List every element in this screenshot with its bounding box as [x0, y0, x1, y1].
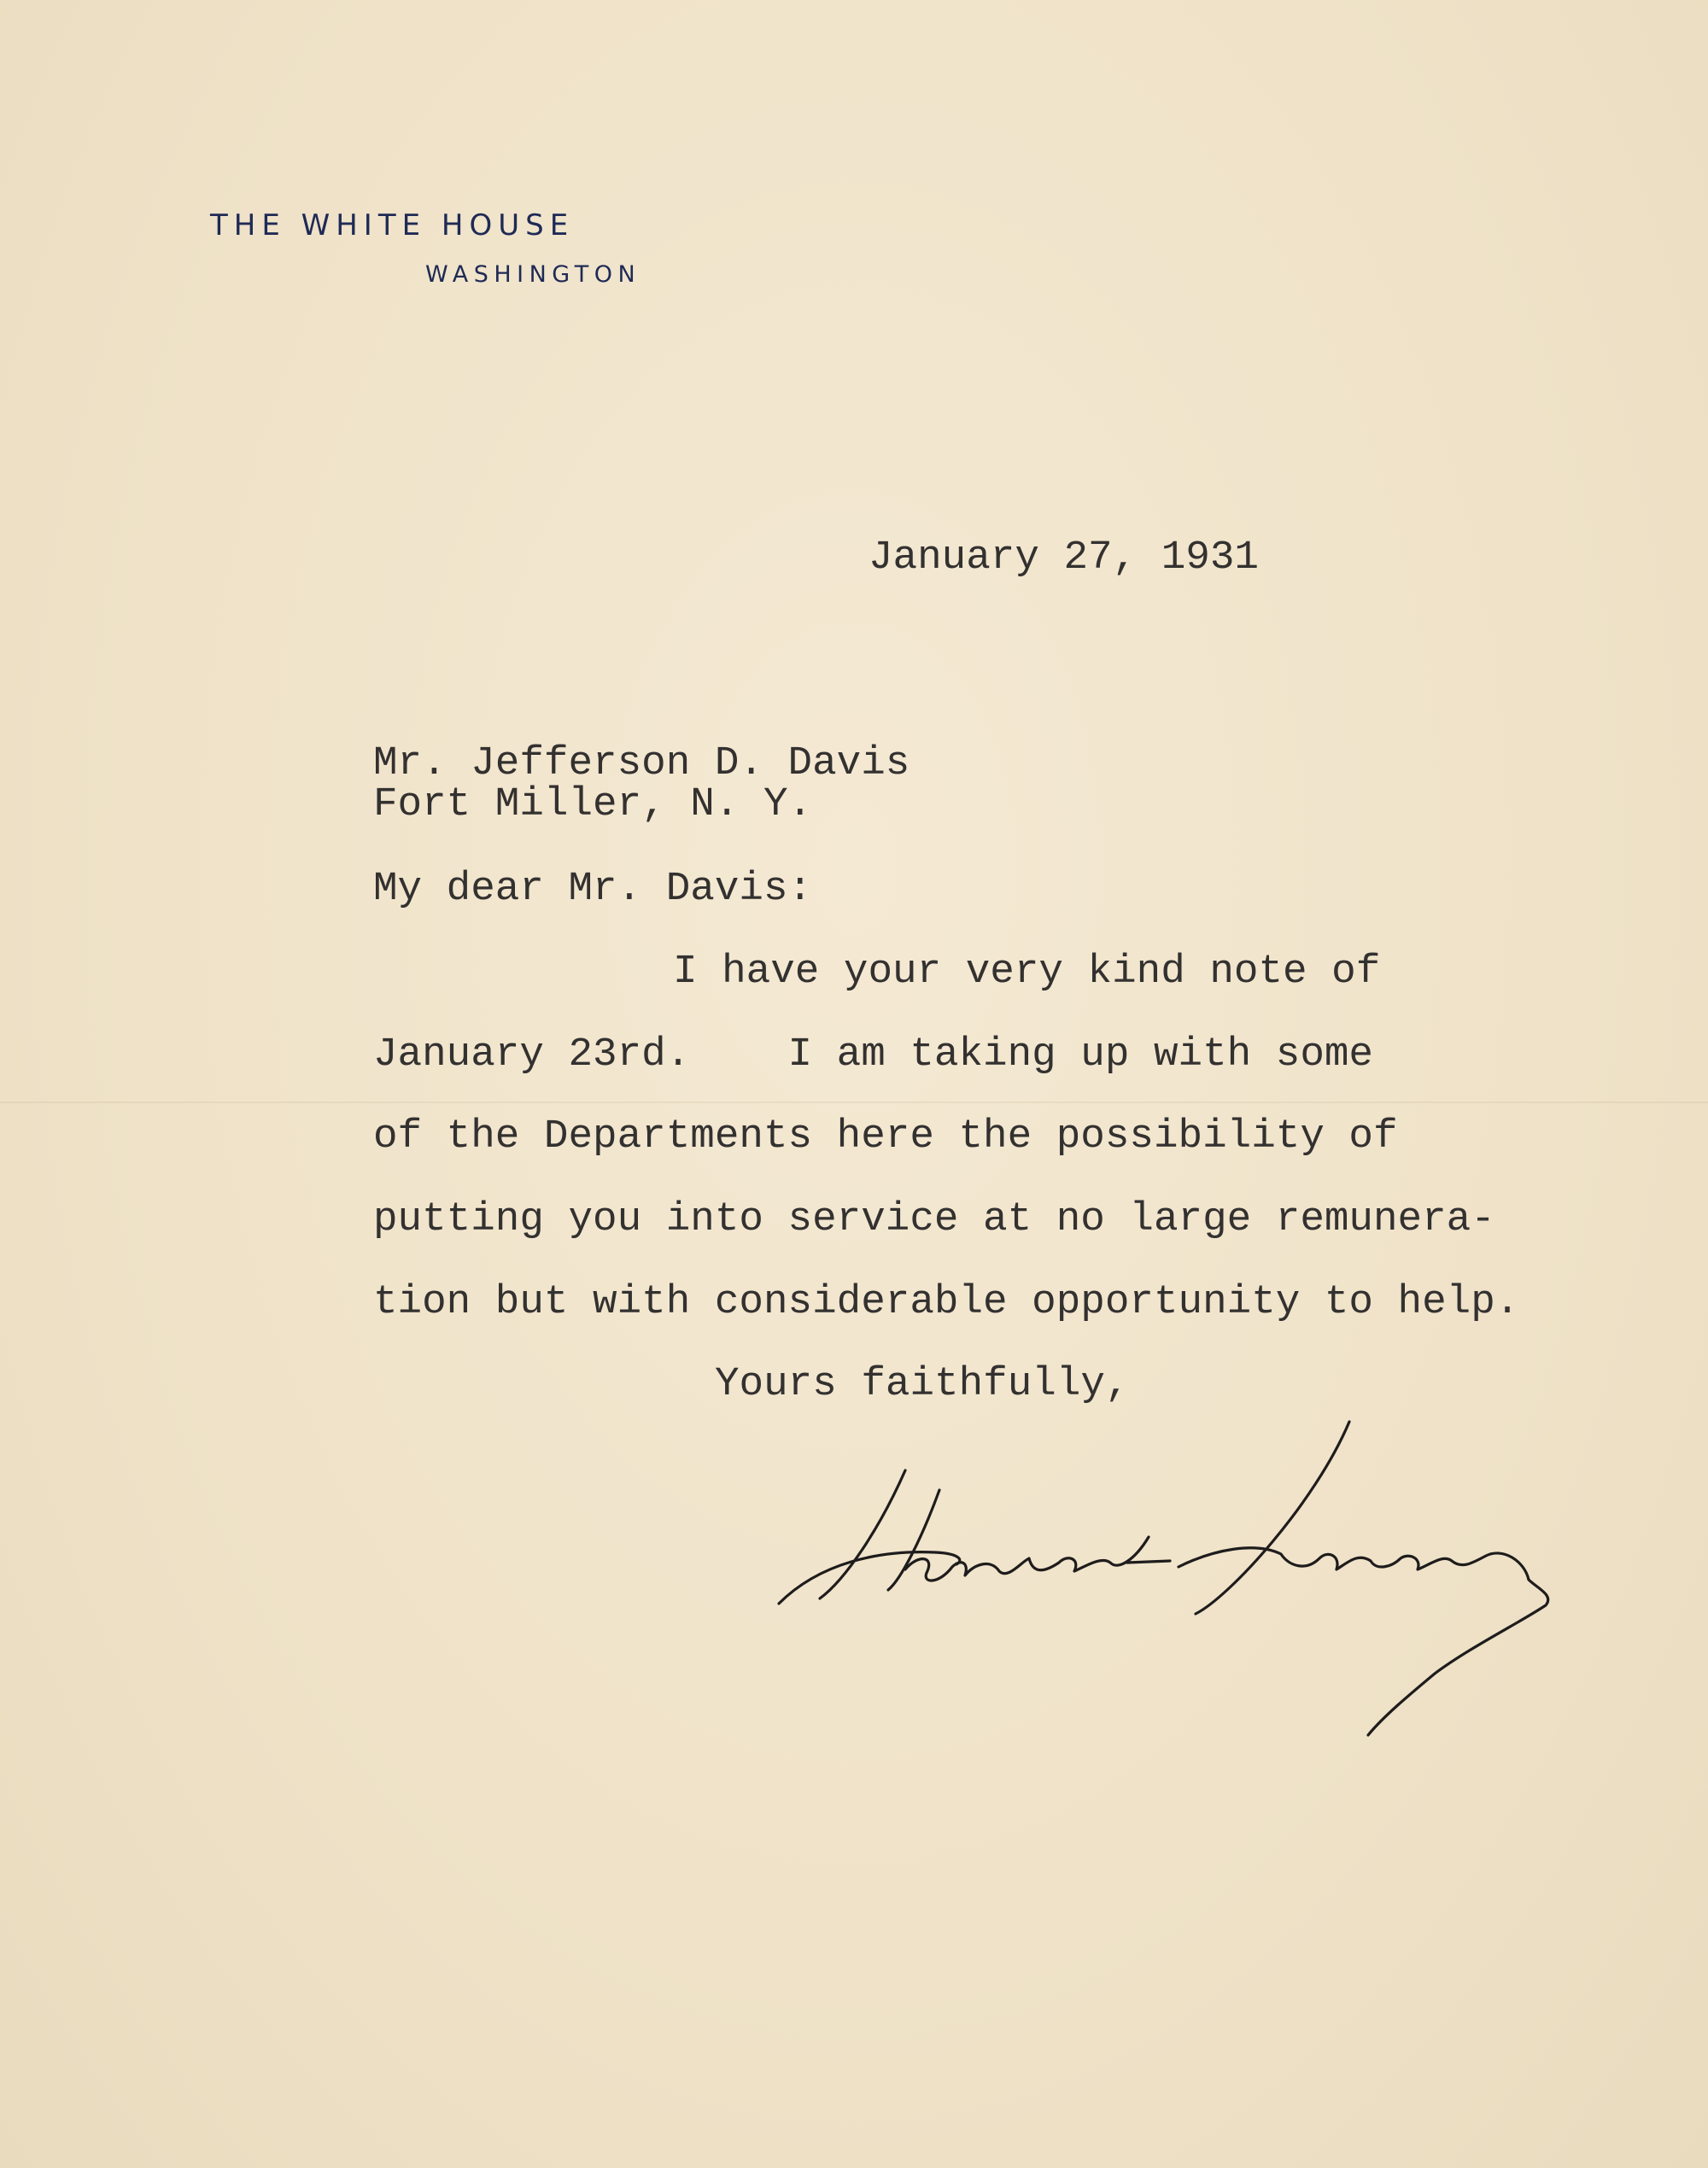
letter-date: January 27, 1931: [869, 535, 1259, 581]
letterhead-title: THE WHITE HOUSE: [210, 208, 575, 243]
recipient-address: Fort Miller, N. Y.: [373, 781, 813, 827]
body-line: January 23rd. I am taking up with some: [373, 1031, 1373, 1078]
closing: Yours faithfully,: [715, 1361, 1130, 1407]
body-line: putting you into service at no large remunera-: [373, 1196, 1495, 1242]
salutation: My dear Mr. Davis:: [373, 866, 813, 912]
body-line: of the Departments here the possibility of: [373, 1113, 1398, 1160]
body-line: I have your very kind note of: [673, 949, 1381, 995]
letterhead-city: WASHINGTON: [425, 261, 641, 288]
body-line: tion but with considerable opportunity to help.: [373, 1279, 1520, 1325]
recipient-name: Mr. Jefferson D. Davis: [373, 740, 910, 786]
